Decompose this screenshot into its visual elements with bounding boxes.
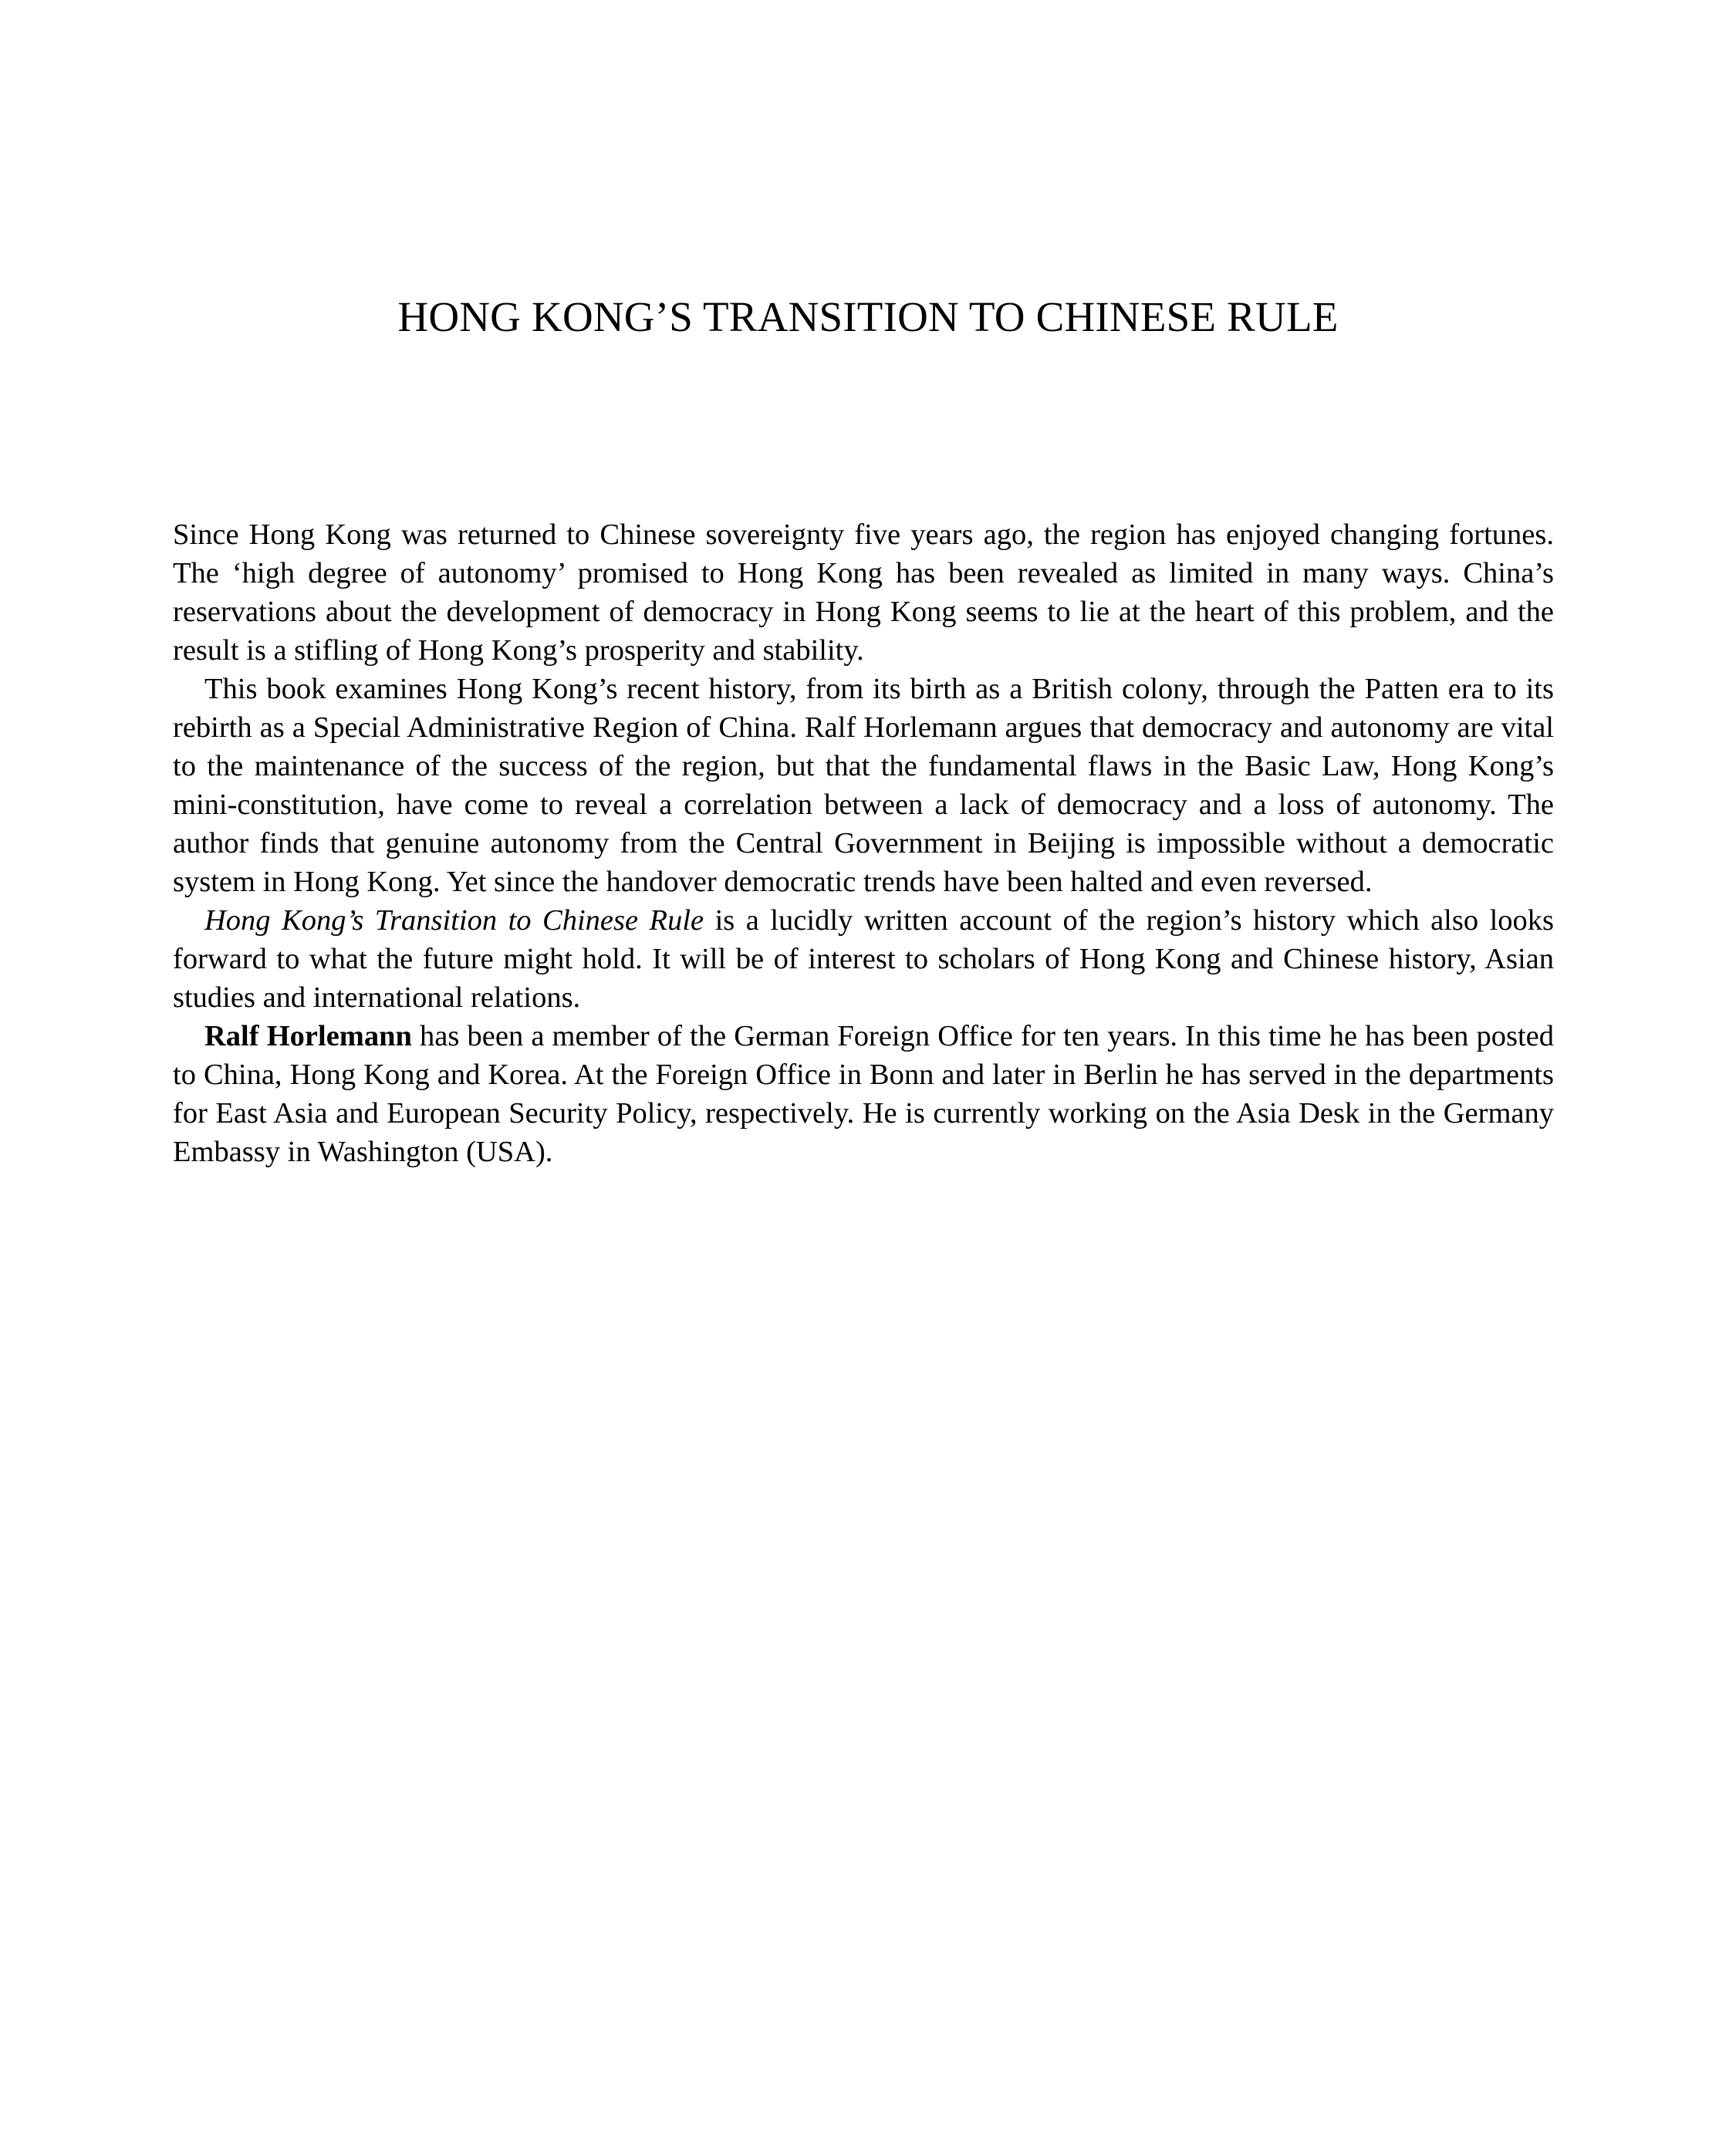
audience-text: is a lucidly written account of the region’s history which also looks forward to what the future might hold. It will be of interest to scholars of Hong Kong and Chinese history, Asian studies and international relations. (173, 904, 1554, 1014)
blurb-text (173, 515, 1554, 1171)
page-title: HONG KONG’S TRANSITION TO CHINESE RULE (397, 293, 1339, 340)
author-bio-paragraph (173, 1017, 1554, 1171)
intro-paragraph: Since Hong Kong was returned to Chinese sovereignty five years ago, the region has enjoyed changing fortunes. The ‘high degree of autonomy’ promised to Hong Kong has been revealed as limited in many ways. China’s reservations about the development of democracy in Hong Kong seems to lie at the heart of this problem, and the result is a stifling of Hong Kong’s prosperity and stability. (173, 518, 1554, 667)
author-name: Ralf Horlemann (204, 1020, 412, 1052)
author-bio-text: has been a member of the German Foreign Office for ten years. In this time he has been posted to China, Hong Kong and Korea. At the Foreign Office in Bonn and later in Berlin he has served in the departments for East Asia and European Security Policy, respectively. He is currently working on the Asia Desk in the Germany Embassy in Washington (USA). (173, 1020, 1554, 1168)
book-summary-paragraph: This book examines Hong Kong’s recent history, from its birth as a British colony, through the Patten era to its rebirth as a Special Administrative Region of China. Ralf Horlemann argues that democracy and autonomy are vital to the maintenance of the success of the region, but that the fundamental flaws in the Basic Law, Hong Kong’s mini-constitution, have come to reveal a correlation between a lack of democracy and a loss of autonomy. The author finds that genuine autonomy from the Central Government in Beijing is impossible without a democratic system in Hong Kong. Yet since the handover democratic trends have been halted and even reversed. (173, 673, 1554, 898)
audience-paragraph (173, 901, 1554, 1017)
book-title-italic: Hong Kong’s Transition to Chinese Rule (204, 904, 704, 937)
